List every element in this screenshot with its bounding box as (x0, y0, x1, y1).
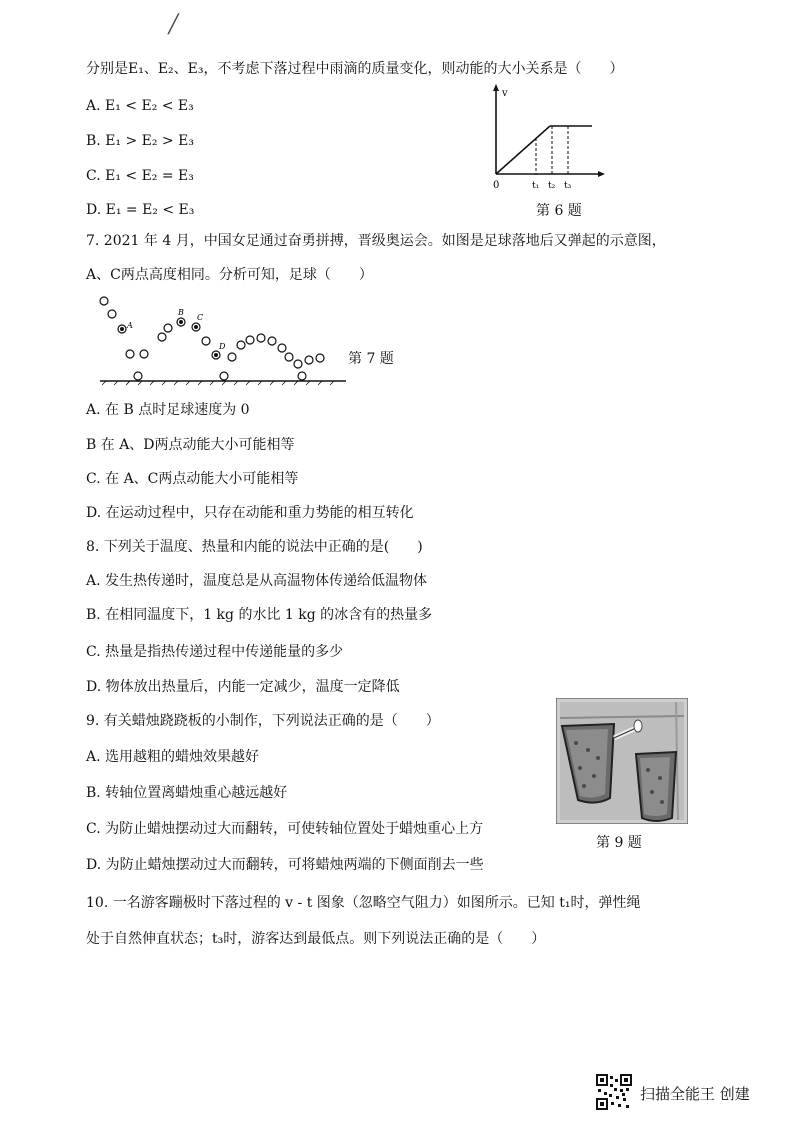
q6-option-a: A. E₁ < E₂ < E₃ (86, 98, 194, 114)
q6-t2-label: t₂ (548, 181, 556, 191)
q8-option-a: A. 发生热传递时，温度总是从高温物体传递给低温物体 (86, 573, 428, 589)
q7-option-b: B 在 A、D两点动能大小可能相等 (86, 437, 295, 453)
scan-mark: ╱ (168, 14, 179, 35)
q10-stem-line2: 处于自然伸直状态；t₃时，游客达到最低点。则下列说法正确的是（ ） (86, 931, 546, 947)
q7-label-a: A (127, 321, 133, 330)
q6-origin-label: 0 (493, 180, 500, 191)
q8-option-c: C. 热量是指热传递过程中传递能量的多少 (86, 644, 344, 660)
q8-option-d: D. 物体放出热量后，内能一定减少，温度一定降低 (86, 679, 400, 695)
q9-option-d: D. 为防止蜡烛摆动过大而翻转，可将蜡烛两端的下侧面削去一些 (86, 857, 484, 873)
q9-option-a: A. 选用越粗的蜡烛效果越好 (86, 749, 260, 765)
qr-code-icon (596, 1074, 632, 1110)
q7-stem-line2: A、C两点高度相同。分析可知，足球（ ） (86, 267, 373, 283)
q7-option-c: C. 在 A、C两点动能大小可能相等 (86, 471, 299, 487)
scanner-brand: 扫描全能王 创建 (640, 1085, 750, 1103)
q9-caption: 第 9 题 (596, 835, 642, 851)
q9-option-b: B. 转轴位置离蜡烛重心越远越好 (86, 785, 288, 801)
q6-option-b: B. E₁ > E₂ > E₃ (86, 133, 194, 149)
q6-intro: 分别是E₁、E₂、E₃，不考虑下落过程中雨滴的质量变化，则动能的大小关系是（ ） (86, 61, 624, 77)
q6-t3-label: t₃ (564, 181, 572, 191)
q7-option-d: D. 在运动过程中，只存在动能和重力势能的相互转化 (86, 505, 414, 521)
q6-t1-label: t₁ (532, 181, 540, 191)
q7-label-d: D (219, 342, 226, 351)
q6-vt-graph (484, 82, 608, 194)
q7-label-b: B (178, 308, 184, 317)
q7-stem-line1: 7. 2021 年 4 月，中国女足通过奋勇拼搏，晋级奥运会。如图是足球落地后又弹起的示意图， (86, 233, 666, 249)
q7-option-a: A. 在 B 点时足球速度为 0 (86, 402, 250, 418)
q6-y-label: v (502, 88, 508, 99)
q8-stem: 8. 下列关于温度、热量和内能的说法中正确的是( ) (86, 539, 423, 555)
q7-caption: 第 7 题 (348, 351, 394, 367)
q9-stem: 9. 有关蜡烛跷跷板的小制作，下列说法正确的是（ ） (86, 713, 440, 729)
q10-stem-line1: 10. 一名游客蹦极时下落过程的 v - t 图象（忽略空气阻力）如图所示。已知 t₁时，弹性绳 (86, 895, 641, 911)
q9-option-c: C. 为防止蜡烛摆动过大而翻转，可使转轴位置处于蜡烛重心上方 (86, 821, 484, 837)
q8-option-b: B. 在相同温度下，1 kg 的水比 1 kg 的冰含有的热量多 (86, 607, 433, 623)
q7-bounce-figure (98, 292, 348, 386)
q9-candle-photo (556, 698, 688, 824)
q6-caption: 第 6 题 (536, 203, 582, 219)
q6-option-d: D. E₁ = E₂ < E₃ (86, 202, 195, 218)
q7-label-c: C (197, 313, 204, 322)
q6-option-c: C. E₁ < E₂ = E₃ (86, 168, 194, 184)
